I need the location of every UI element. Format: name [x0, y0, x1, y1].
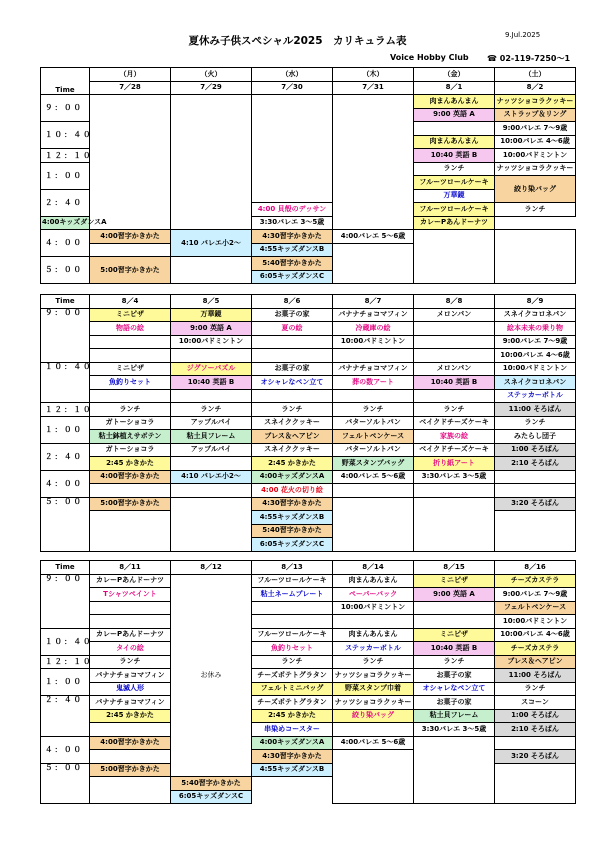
day-header: （金）: [414, 68, 495, 82]
time-header: Time: [41, 68, 90, 95]
class-cell: ナッツショコラクッキー: [333, 696, 414, 710]
time-header: Time: [41, 295, 90, 309]
class-cell: 10:00バドミントン: [495, 149, 576, 163]
time-cell: １０：４０: [41, 362, 90, 403]
class-cell: 5:00習字かきかた: [90, 497, 171, 511]
empty-cell: [333, 95, 414, 230]
time-cell: ９：００: [41, 308, 90, 362]
class-cell: ランチ: [414, 162, 495, 176]
class-cell: 4:00キッズダンスA: [252, 736, 333, 750]
class-cell: 4:30習字かきかた: [252, 230, 333, 244]
class-cell: 4:00バレエ 5～6歳: [333, 230, 414, 244]
time-cell: １：００: [41, 162, 90, 189]
class-cell: ランチ: [333, 403, 414, 417]
class-cell: 粘土貝フレーム: [414, 709, 495, 723]
class-cell: ランチ: [252, 403, 333, 417]
time-cell: ２：４０: [41, 443, 90, 470]
empty-cell: [171, 349, 252, 363]
class-cell: 10:40 英語 B: [414, 642, 495, 656]
class-cell: お菓子の家: [252, 362, 333, 376]
class-cell: ミニピザ: [90, 308, 171, 322]
time-cell: １２：１０: [41, 149, 90, 163]
class-cell: 6:05キッズダンスC: [252, 538, 333, 552]
time-cell: ５：００: [41, 763, 90, 804]
class-cell: 11:00 そろばん: [495, 669, 576, 683]
day-header: （木）: [333, 68, 414, 82]
date-header: 8／14: [333, 561, 414, 575]
class-cell: 2:10 そろばん: [495, 723, 576, 737]
date-header: 8／9: [495, 295, 576, 309]
date-header: 8／5: [171, 295, 252, 309]
empty-cell: [414, 335, 495, 349]
empty-cell: [171, 457, 252, 471]
class-cell: 万華鏡: [414, 189, 495, 203]
class-cell: フルーツロールケーキ: [414, 203, 495, 217]
class-cell: 5:40習字かきかた: [252, 257, 333, 271]
empty-cell: [90, 349, 171, 363]
class-cell: フェルトペンケース: [333, 430, 414, 444]
week2-table: [40, 294, 576, 552]
empty-cell: [90, 511, 171, 552]
class-cell: バナナチョコマフィン: [90, 696, 171, 710]
class-cell: 粘土鉢植えサボテン: [90, 430, 171, 444]
class-cell: ランチ: [495, 416, 576, 430]
class-cell: 10:00バレエ 4～6歳: [495, 628, 576, 642]
empty-cell: [333, 615, 414, 629]
class-cell: 4:10 バレエ小2～: [171, 470, 252, 484]
class-cell: 2:45 かきかた: [90, 709, 171, 723]
class-cell: 家族の絵: [414, 430, 495, 444]
time-cell: ５：００: [41, 497, 90, 551]
empty-cell: [171, 389, 252, 403]
class-cell: フェルトミニバッグ: [252, 682, 333, 696]
class-cell: 物語の絵: [90, 322, 171, 336]
date-header: 7／29: [171, 81, 252, 95]
time-cell: １２：１０: [41, 655, 90, 669]
class-cell: 10:00バレエ 4～6歳: [495, 135, 576, 149]
class-cell: 4:30習字かきかた: [252, 497, 333, 511]
class-cell: 10:00バドミントン: [333, 335, 414, 349]
empty-cell: [171, 497, 252, 551]
date-header: 8／1: [414, 81, 495, 95]
class-cell: 肉まんあんまん: [414, 95, 495, 109]
date-header: 7／31: [333, 81, 414, 95]
empty-cell: [171, 484, 252, 498]
class-cell: チーズポテトグラタン: [252, 669, 333, 683]
class-cell: カレーPあんドーナツ: [90, 574, 171, 588]
class-cell: 10:40 英語 B: [171, 376, 252, 390]
class-cell: 夏の絵: [252, 322, 333, 336]
date-header: 8／7: [333, 295, 414, 309]
time-cell: ２：４０: [41, 189, 90, 216]
class-cell: 肉まんあんまん: [414, 135, 495, 149]
time-cell: ４：００: [41, 230, 90, 257]
class-cell: スネイククッキー: [252, 416, 333, 430]
class-cell: 6:05キッズダンスC: [252, 270, 333, 284]
class-cell: 5:00習字かきかた: [90, 257, 171, 284]
empty-cell: [252, 349, 333, 363]
time-cell: ２：４０: [41, 696, 90, 737]
class-cell: ブレス＆ヘアピン: [495, 655, 576, 669]
date-header: 8／2: [495, 81, 576, 95]
class-cell: ランチ: [171, 403, 252, 417]
class-cell: 4:00キッズダンスA: [41, 216, 90, 230]
class-cell: チーズポテトグラタン: [252, 696, 333, 710]
class-cell: ジグソーパズル: [171, 362, 252, 376]
empty-cell: [414, 349, 495, 363]
class-cell: バナナチョコマフィン: [333, 308, 414, 322]
time-cell: ４：００: [41, 470, 90, 497]
empty-cell: [414, 601, 495, 615]
class-cell: ブレス＆ヘアピン: [252, 430, 333, 444]
class-cell: ランチ: [252, 655, 333, 669]
date-header: 7／30: [252, 81, 333, 95]
empty-cell: [90, 389, 171, 403]
class-cell: 10:00バドミントン: [495, 362, 576, 376]
class-cell: ステッカーボトル: [495, 389, 576, 403]
class-cell: ペーパーバック: [333, 588, 414, 602]
holiday-cell: お休み: [171, 574, 252, 777]
class-cell: 6:05キッズダンスC: [171, 790, 252, 804]
class-cell: 絵本未来の乗り物: [495, 322, 576, 336]
empty-cell: [90, 777, 171, 804]
class-cell: 2:10 そろばん: [495, 457, 576, 471]
class-cell: 9:00バレエ 7～9歳: [495, 588, 576, 602]
class-cell: ランチ: [414, 655, 495, 669]
class-cell: 9:00 英語 A: [414, 108, 495, 122]
class-cell: アップルパイ: [171, 416, 252, 430]
class-cell: 絞り染バッグ: [495, 176, 576, 203]
class-cell: スネイクコロネパン: [495, 308, 576, 322]
class-cell: ナッツショコラクッキー: [495, 95, 576, 109]
phone-number: ☎ 02-119-7250～1: [487, 54, 571, 63]
class-cell: チーズカステラ: [495, 574, 576, 588]
class-cell: ランチ: [414, 403, 495, 417]
time-cell: ４：００: [41, 736, 90, 763]
date-header: 7／28: [90, 81, 171, 95]
empty-cell: [333, 723, 414, 737]
empty-cell: [90, 95, 171, 230]
empty-cell: [252, 335, 333, 349]
empty-cell: [171, 95, 252, 230]
date-header: 8／11: [90, 561, 171, 575]
empty-cell: [495, 484, 576, 498]
page-title: 夏休み子供スペシャル2025 カリキュラム表: [188, 35, 407, 47]
time-cell: ９：００: [41, 95, 90, 122]
class-cell: 4:55キッズダンスB: [252, 243, 333, 257]
empty-cell: [171, 257, 252, 284]
empty-cell: [414, 322, 495, 336]
date-header: 8／8: [414, 295, 495, 309]
class-cell: 4:00 貝殻のデッサン: [252, 203, 333, 217]
class-cell: ストラップ＆リング: [495, 108, 576, 122]
class-cell: スコーン: [495, 696, 576, 710]
class-cell: 3:20 そろばん: [495, 750, 576, 764]
empty-cell: [333, 349, 414, 363]
class-cell: メロンパン: [414, 308, 495, 322]
day-header: （土）: [495, 68, 576, 82]
class-cell: カレーPあんドーナツ: [90, 628, 171, 642]
empty-cell: [333, 750, 414, 804]
class-cell: 10:40 英語 B: [414, 149, 495, 163]
class-cell: ランチ: [333, 655, 414, 669]
class-cell: フェルトペンケース: [495, 601, 576, 615]
class-cell: 3:30バレエ 3～5歳: [414, 470, 495, 484]
class-cell: お菓子の家: [414, 669, 495, 683]
class-cell: ベイクドチーズケーキ: [414, 443, 495, 457]
class-cell: ガトーショコラ: [90, 443, 171, 457]
empty-cell: [414, 497, 495, 551]
class-cell: 10:00バドミントン: [171, 335, 252, 349]
class-cell: 9:00バレエ 7～9歳: [495, 335, 576, 349]
class-cell: フルーツロールケーキ: [252, 628, 333, 642]
empty-cell: [333, 389, 414, 403]
class-cell: 3:20 そろばん: [495, 497, 576, 511]
class-cell: オシャレなペン立て: [252, 376, 333, 390]
empty-cell: [414, 484, 495, 498]
empty-cell: [495, 470, 576, 484]
class-cell: Tシャツペイント: [90, 588, 171, 602]
empty-cell: [495, 763, 576, 804]
time-cell: ９：００: [41, 574, 90, 628]
class-cell: ガトーショコラ: [90, 416, 171, 430]
class-cell: 10:40 英語 B: [414, 376, 495, 390]
class-cell: 1:00 そろばん: [495, 443, 576, 457]
empty-cell: [252, 615, 333, 629]
empty-cell: [252, 95, 333, 203]
class-cell: 4:55キッズダンスB: [252, 763, 333, 777]
empty-cell: [252, 389, 333, 403]
empty-cell: [90, 335, 171, 349]
empty-cell: [495, 230, 576, 284]
class-cell: 10:00バドミントン: [333, 601, 414, 615]
class-cell: ランチ: [90, 655, 171, 669]
time-cell: １０：４０: [41, 122, 90, 149]
time-cell: １０：４０: [41, 628, 90, 655]
class-cell: スネイククッキー: [252, 443, 333, 457]
empty-cell: [252, 601, 333, 615]
class-cell: 串染めコースター: [252, 723, 333, 737]
empty-cell: [414, 122, 495, 136]
class-cell: お菓子の家: [252, 308, 333, 322]
date-label: 9.Jul.2025: [505, 31, 541, 39]
class-cell: みたらし団子: [495, 430, 576, 444]
class-cell: オシャレなペン立て: [414, 682, 495, 696]
week3-table: [40, 560, 576, 804]
class-cell: ランチ: [495, 682, 576, 696]
class-cell: 10:00バドミントン: [495, 615, 576, 629]
day-header: （水）: [252, 68, 333, 82]
empty-cell: [333, 484, 414, 498]
class-cell: 野菜スタンプ巾着: [333, 682, 414, 696]
class-cell: スネイクコロネパン: [495, 376, 576, 390]
class-cell: 4:00バレエ 5～6歳: [333, 736, 414, 750]
class-cell: 冷蔵庫の絵: [333, 322, 414, 336]
class-cell: 4:10 バレエ小2～: [171, 230, 252, 257]
class-cell: 9:00 英語 A: [414, 588, 495, 602]
empty-cell: [414, 230, 495, 284]
class-cell: 11:00 そろばん: [495, 403, 576, 417]
class-cell: 粘土貝フレーム: [171, 430, 252, 444]
class-cell: 4:00バレエ 5～6歳: [333, 470, 414, 484]
class-cell: 4:00習字かきかた: [90, 470, 171, 484]
date-header: 8／16: [495, 561, 576, 575]
time-cell: １２：１０: [41, 403, 90, 417]
empty-cell: [90, 615, 171, 629]
empty-cell: [90, 484, 171, 498]
class-cell: ミニピザ: [414, 628, 495, 642]
class-cell: ランチ: [90, 403, 171, 417]
empty-cell: [333, 243, 414, 284]
class-cell: バナナチョコマフィン: [90, 669, 171, 683]
empty-cell: [333, 497, 414, 551]
empty-cell: [495, 511, 576, 552]
class-cell: 2:45 かきかた: [90, 457, 171, 471]
class-cell: 2:45 かきかた: [252, 709, 333, 723]
class-cell: 鬼滅人形: [90, 682, 171, 696]
class-cell: 2:45 かきかた: [252, 457, 333, 471]
class-cell: バナナチョコマフィン: [333, 362, 414, 376]
class-cell: フルーツロールケーキ: [414, 176, 495, 190]
empty-cell: [414, 389, 495, 403]
class-cell: タイの絵: [90, 642, 171, 656]
time-cell: ５：００: [41, 257, 90, 284]
date-header: 8／15: [414, 561, 495, 575]
class-cell: ミニピザ: [414, 574, 495, 588]
class-cell: 4:55キッズダンスB: [252, 511, 333, 525]
time-cell: １：００: [41, 416, 90, 443]
class-cell: 野菜スタンプバッグ: [333, 457, 414, 471]
class-cell: ベイクドチーズケーキ: [414, 416, 495, 430]
class-cell: お菓子の家: [414, 696, 495, 710]
empty-cell: [90, 601, 171, 615]
empty-cell: [495, 736, 576, 750]
time-header: Time: [41, 561, 90, 575]
class-cell: バターソルトパン: [333, 416, 414, 430]
class-cell: 3:30バレエ 3～5歳: [252, 216, 333, 230]
class-cell: 5:40習字かきかた: [171, 777, 252, 791]
date-header: 8／13: [252, 561, 333, 575]
date-header: 8／12: [171, 561, 252, 575]
class-cell: 肉まんあんまん: [333, 574, 414, 588]
empty-cell: [414, 736, 495, 804]
class-cell: 粘土ネームプレート: [252, 588, 333, 602]
empty-cell: [90, 750, 171, 764]
class-cell: フルーツロールケーキ: [252, 574, 333, 588]
class-cell: 魚釣りセット: [90, 376, 171, 390]
class-cell: チーズカステラ: [495, 642, 576, 656]
class-cell: メロンパン: [414, 362, 495, 376]
empty-cell: [414, 615, 495, 629]
date-header: 8／4: [90, 295, 171, 309]
class-cell: ランチ: [495, 203, 576, 217]
class-cell: ナッツショコラクッキー: [333, 669, 414, 683]
class-cell: 肉まんあんまん: [333, 628, 414, 642]
week1-table: [40, 67, 576, 284]
class-cell: アップルパイ: [171, 443, 252, 457]
class-cell: 4:00キッズダンスA: [252, 470, 333, 484]
class-cell: 魚釣りセット: [252, 642, 333, 656]
date-header: 8／6: [252, 295, 333, 309]
class-cell: 10:00バレエ 4～6歳: [495, 349, 576, 363]
class-cell: ナッツショコラクッキー: [495, 162, 576, 176]
empty-cell: [90, 243, 171, 257]
class-cell: 折り紙アート: [414, 457, 495, 471]
org-name: Voice Hobby Club: [390, 53, 469, 62]
class-cell: 4:30習字かきかた: [252, 750, 333, 764]
class-cell: 9:00 英語 A: [171, 322, 252, 336]
day-header: （火）: [171, 68, 252, 82]
class-cell: カレーPあんドーナツ: [414, 216, 495, 230]
class-cell: 9:00バレエ 7～9歳: [495, 122, 576, 136]
class-cell: 4:00習字かきかた: [90, 736, 171, 750]
class-cell: ステッカーボトル: [333, 642, 414, 656]
class-cell: 4:00習字かきかた: [90, 230, 171, 244]
day-header: （月）: [90, 68, 171, 82]
class-cell: 絞り染バッグ: [333, 709, 414, 723]
class-cell: 4:00 花火の切り絵: [252, 484, 333, 498]
class-cell: 葬の数アート: [333, 376, 414, 390]
class-cell: 5:40習字かきかた: [252, 524, 333, 538]
empty-cell: [90, 723, 171, 737]
class-cell: 万華鏡: [171, 308, 252, 322]
class-cell: 5:00習字かきかた: [90, 763, 171, 777]
class-cell: ミニピザ: [90, 362, 171, 376]
class-cell: 3:30バレエ 3～5歳: [414, 723, 495, 737]
time-cell: １：００: [41, 669, 90, 696]
class-cell: 1:00 そろばん: [495, 709, 576, 723]
class-cell: バターソルトパン: [333, 443, 414, 457]
